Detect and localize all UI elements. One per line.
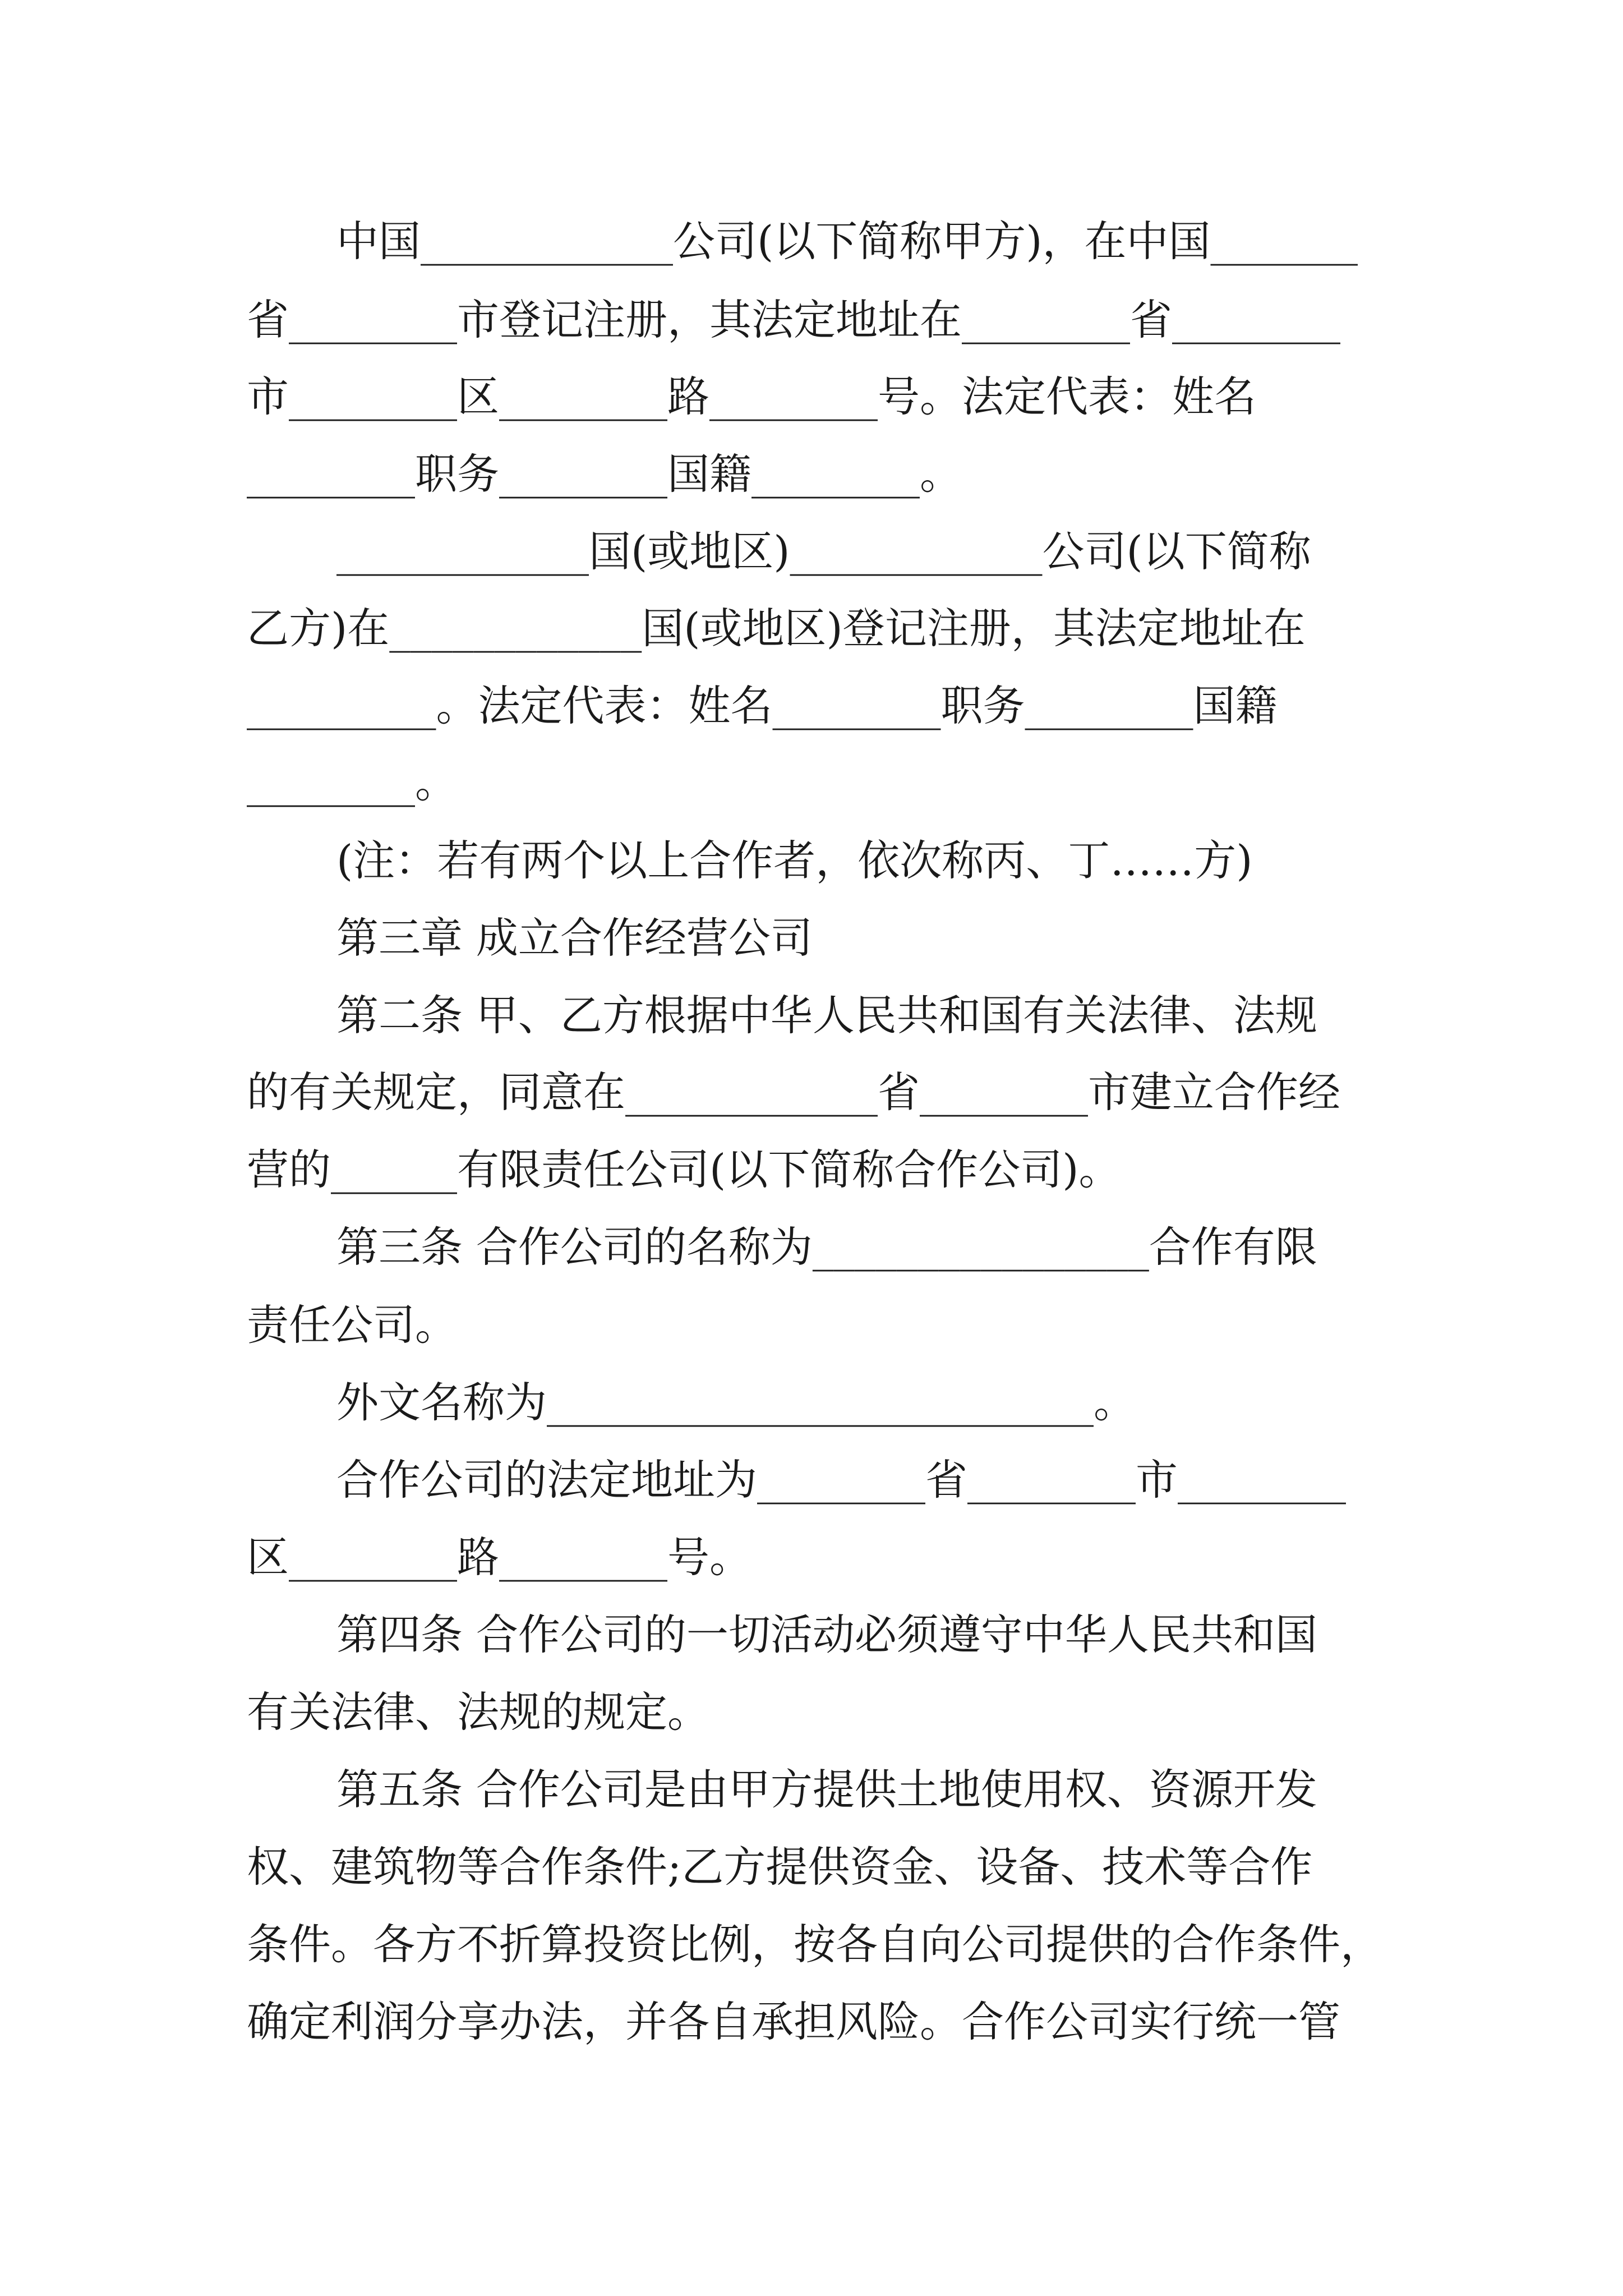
paragraph-line: 合作公司的法定地址为________省________市________ [336, 1455, 1347, 1504]
paragraph-line: 营的______有限责任公司(以下简称合作公司)。 [247, 1145, 1121, 1194]
paragraph-line: 市________区________路________号。法定代表：姓名 [247, 372, 1257, 421]
paragraph-line: 有关法律、法规的规定。 [247, 1687, 710, 1737]
article-line: 第四条 合作公司的一切活动必须遵守中华人民共和国 [336, 1610, 1317, 1659]
paragraph-line: 权、建筑物等合作条件;乙方提供资金、设备、技术等合作 [247, 1842, 1313, 1892]
article-line: 第五条 合作公司是由甲方提供土地使用权、资源开发 [336, 1765, 1317, 1814]
paragraph-line: 条件。各方不折算投资比例，按各自向公司提供的合作条件， [247, 1920, 1383, 1969]
note-line: (注：若有两个以上合作者，依次称丙、丁……方) [336, 836, 1253, 885]
paragraph-line: _________。法定代表：姓名________职务________国籍 [247, 681, 1278, 730]
paragraph-line: 省________市登记注册，其法定地址在________省________ [247, 295, 1341, 344]
paragraph-line: 乙方)在____________国(或地区)登记注册，其法定地址在 [247, 604, 1306, 653]
paragraph-line: ________。 [247, 758, 458, 807]
chapter-heading: 第三章 成立合作经营公司 [336, 913, 813, 963]
paragraph-line: 外文名称为__________________________。 [336, 1378, 1136, 1427]
paragraph-line: 责任公司。 [247, 1300, 458, 1350]
paragraph-line: ________职务________国籍________。 [247, 449, 962, 499]
article-line: 第三条 合作公司的名称为________________合作有限 [336, 1222, 1317, 1272]
paragraph-line: 的有关规定，同意在____________省________市建立合作经 [247, 1068, 1341, 1117]
paragraph-line: 中国____________公司(以下简称甲方)，在中国_______ [336, 217, 1358, 266]
paragraph-line: 确定利润分享办法，并各自承担风险。合作公司实行统一管 [247, 1997, 1341, 2046]
article-line: 第二条 甲、乙方根据中华人民共和国有关法律、法规 [336, 991, 1317, 1040]
paragraph-line: 区________路________号。 [247, 1533, 752, 1582]
paragraph-line: ____________国(或地区)____________公司(以下简称 [336, 527, 1311, 576]
